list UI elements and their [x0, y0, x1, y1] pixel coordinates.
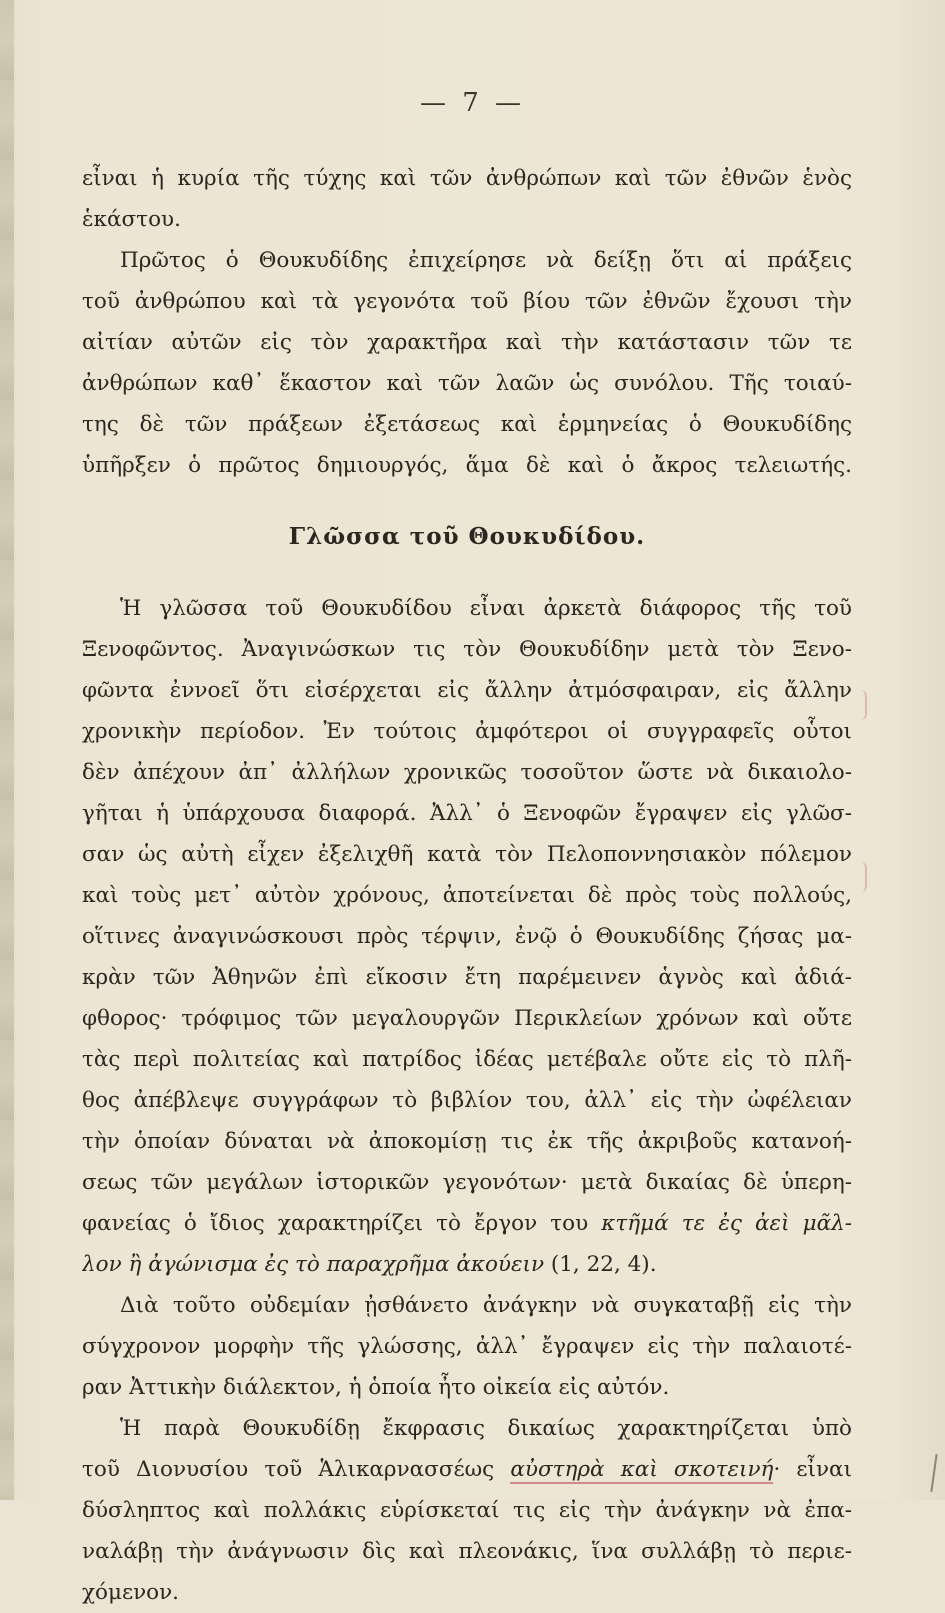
text-line: [82, 1244, 852, 1285]
quotation-italic: αὐστηρὰ καὶ σκοτεινή: [510, 1457, 774, 1482]
page-number: — 7 —: [419, 88, 526, 118]
quotation-italic: λον ἢ ἀγώνισμα ἐς τὸ παραχρῆμα ἀκούειν: [82, 1252, 545, 1277]
paragraph-4: [82, 1285, 852, 1408]
body-text: [82, 158, 852, 1613]
text-line: [82, 1449, 852, 1490]
text-line: χρονικὴν περίοδον. Ἐν τούτοις ἀμφότεροι οἱ συγγραφεῖς οὗτοι: [82, 719, 852, 744]
margin-pencil-mark: [861, 862, 867, 892]
text-line: κρὰν τῶν Ἀθηνῶν ἐπὶ εἴκοσιν ἔτη παρέμεινεν ἁγνὸς καὶ ἀδιά-: [82, 965, 852, 990]
text-line: ἑκάστου.: [82, 207, 181, 232]
text-line: φῶντα ἐννοεῖ ὅτι εἰσέρχεται εἰς ἄλλην ἀτμόσφαιραν, εἰς ἄλλην: [82, 678, 852, 703]
section-heading: Γλῶσσα τοῦ Θουκυδίδου.: [288, 523, 646, 550]
quotation-italic: κτῆμά τε ἐς ἀεὶ μᾶλ-: [601, 1211, 852, 1236]
text-span: τοῦ Διονυσίου τοῦ Ἁλικαρνασσέως: [82, 1457, 511, 1482]
text-line: Ἡ γλῶσσα τοῦ Θουκυδίδου εἶναι ἀρκετὰ διάφορος τῆς τοῦ: [120, 596, 852, 621]
paragraph-3: [82, 588, 852, 1285]
text-line: καὶ τοὺς μετ᾽ αὐτὸν χρόνους, ἀποτείνεται δὲ πρὸς τοὺς πολλούς,: [82, 883, 852, 908]
text-line: τὴν ὁποίαν δύναται νὰ ἀποκομίσῃ τις ἐκ τῆς ἀκριβοῦς κατανοή-: [82, 1129, 852, 1154]
pencil-stroke-mark: [930, 1454, 937, 1492]
text-line: αἰτίαν αὐτῶν εἰς τὸν χαρακτῆρα καὶ τὴν κατάστασιν τῶν τε: [82, 330, 852, 355]
text-line: της δὲ τῶν πράξεων ἐξετάσεως καὶ ἑρμηνείας ὁ Θουκυδίδης: [82, 412, 852, 437]
text-line: δὲν ἀπέχουν ἀπ᾽ ἀλλήλων χρονικῶς τοσοῦτον ὥστε νὰ δικαιολο-: [82, 760, 852, 785]
text-line: σεως τῶν μεγάλων ἱστορικῶν γεγονότων· μετὰ δικαίας δὲ ὑπερη-: [82, 1170, 852, 1195]
text-span: φανείας ὁ ἴδιος χαρακτηρίζει τὸ ἔργον του: [82, 1211, 589, 1236]
text-line: Διὰ τοῦτο οὐδεμίαν ᾐσθάνετο ἀνάγκην νὰ συγκαταβῇ εἰς τὴν: [120, 1293, 852, 1318]
text-line: ἀνθρώπων καθ᾽ ἕκαστον καὶ τῶν λαῶν ὡς συνόλου. Τῆς τοιαύ-: [82, 371, 852, 396]
text-line: εἶναι ἡ κυρία τῆς τύχης καὶ τῶν ἀνθρώπων καὶ τῶν ἐθνῶν ἑνὸς: [82, 166, 852, 191]
citation-reference: (1, 22, 4).: [544, 1252, 657, 1277]
text-line: ναλάβῃ τὴν ἀνάγνωσιν δὶς καὶ πλεονάκις, ἵνα συλλάβῃ τὸ περιε-: [82, 1539, 852, 1564]
paragraph-2: [82, 240, 852, 486]
text-line: τοῦ ἀνθρώπου καὶ τὰ γεγονότα τοῦ βίου τῶν ἐθνῶν ἔχουσι τὴν: [82, 289, 852, 314]
book-binding-edge: [0, 0, 14, 1500]
paragraph-1: [82, 158, 852, 240]
paragraph-5: [82, 1408, 852, 1613]
text-line: ὑπῆρξεν ὁ πρῶτος δημιουργός, ἅμα δὲ καὶ ὁ ἄκρος τελειωτής.: [82, 453, 852, 478]
text-line: ραν Ἀττικὴν διάλεκτον, ἡ ὁποία ἦτο οἰκεία εἰς αὐτόν.: [82, 1375, 670, 1400]
text-line: δύσληπτος καὶ πολλάκις εὑρίσκεταί τις εἰς τὴν ἀνάγκην νὰ ἐπα-: [82, 1498, 852, 1523]
text-line: τὰς περὶ πολιτείας καὶ πατρίδος ἰδέας μετέβαλε οὔτε εἰς τὸ πλῆ-: [82, 1047, 852, 1072]
text-line: χόμενον.: [82, 1580, 180, 1605]
text-line: Πρῶτος ὁ Θουκυδίδης ἐπιχείρησε νὰ δείξῃ ὅτι αἱ πράξεις: [120, 248, 852, 273]
text-span: · εἶναι: [773, 1457, 852, 1482]
text-line: Ἡ παρὰ Θουκυδίδῃ ἔκφρασις δικαίως χαρακτηρίζεται ὑπὸ: [120, 1416, 852, 1441]
text-line: [82, 1203, 852, 1244]
text-line: θος ἀπέβλεψε συγγράφων τὸ βιβλίον του, ἀλλ᾽ εἰς τὴν ὠφέλειαν: [82, 1088, 852, 1113]
text-line: οἵτινες ἀναγινώσκουσι πρὸς τέρψιν, ἐνῷ ὁ Θουκυδίδης ζήσας μα-: [82, 924, 852, 949]
text-line: σύγχρονον μορφὴν τῆς γλώσσης, ἀλλ᾽ ἔγραψεν εἰς τὴν παλαιοτέ-: [82, 1334, 852, 1359]
text-line: φθορος· τρόφιμος τῶν μεγαλουργῶν Περικλείων χρόνων καὶ οὔτε: [82, 1006, 852, 1031]
text-line: γῆται ἡ ὑπάρχουσα διαφορά. Ἀλλ᾽ ὁ Ξενοφῶν ἔγραψεν εἰς γλῶσ-: [82, 801, 852, 826]
text-line: Ξενοφῶντος. Ἀναγινώσκων τις τὸν Θουκυδίδην μετὰ τὸν Ξενο-: [82, 637, 852, 662]
text-line: σαν ὡς αὐτὴ εἶχεν ἐξελιχθῆ κατὰ τὸν Πελοποννησιακὸν πόλεμον: [82, 842, 852, 867]
margin-pencil-mark: [861, 690, 867, 720]
